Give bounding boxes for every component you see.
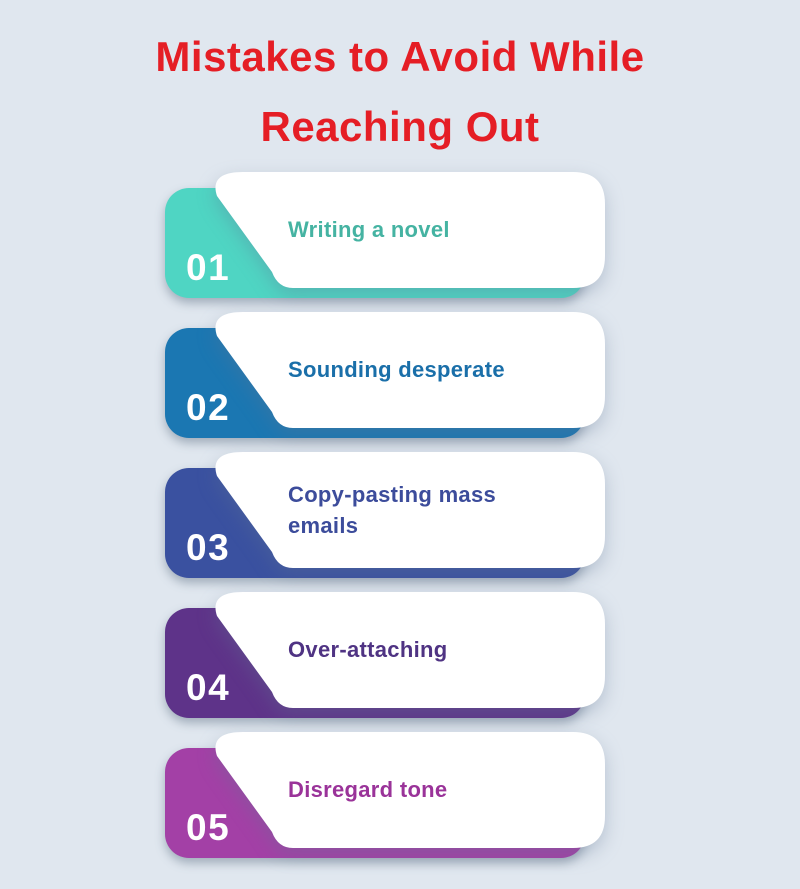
card-label: Writing a novel: [288, 217, 450, 243]
number-badge: 03: [186, 527, 231, 568]
list-item-05: [165, 720, 625, 860]
number-badge: 05: [186, 807, 231, 848]
title-line-2: Reaching Out: [260, 103, 540, 150]
list-item-03: [165, 440, 625, 580]
number-badge: 01: [186, 247, 231, 288]
number-badge: 02: [186, 387, 231, 428]
card-label: Over-attaching: [288, 637, 448, 663]
list-item-04: [165, 580, 625, 720]
number-badge: 04: [186, 667, 231, 708]
infographic-title: [0, 22, 800, 162]
list-item-02: [165, 300, 625, 440]
card-label: Copy-pasting mass emails: [288, 481, 497, 538]
title-line-1: Mistakes to Avoid While: [155, 33, 645, 80]
card-label: Disregard tone: [288, 777, 448, 803]
list-item-01: [165, 160, 625, 300]
card-label: Sounding desperate: [288, 357, 505, 383]
